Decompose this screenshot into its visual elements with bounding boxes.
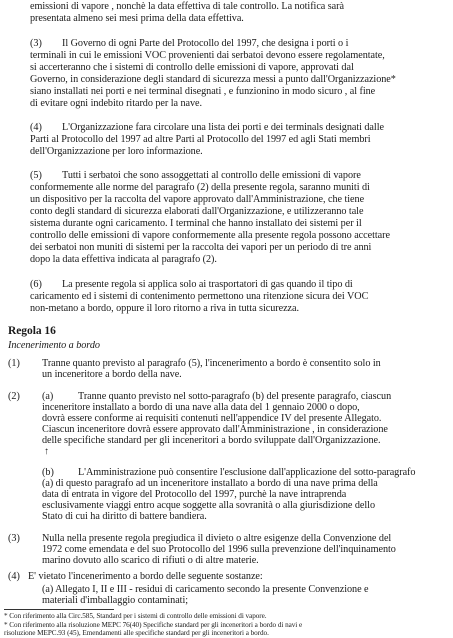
text-line: (a) Allegato I, II e III - residui di caricamento secondo la presente Convenzione e bbox=[42, 584, 369, 596]
footnote: * Con riferimento alla Circ.585, Standard per i sistemi di controllo delle emissioni di vapore. bbox=[4, 612, 267, 620]
text-line: non-metano a bordo, oppure il loro ritorno a riva in tutta sicurezza. bbox=[30, 303, 299, 314]
paragraph-number: (1) bbox=[8, 357, 20, 369]
text-line: Il Governo di ogni Parte del Protocollo del 1997, che designa i porti o i bbox=[62, 38, 349, 49]
text-line: di evitare ogni indebito ritardo per la nave. bbox=[30, 98, 203, 109]
text-line: emissioni di vapore , nonchè la data effettiva di tale controllo. La notifica sarà bbox=[30, 1, 344, 12]
footnote: * Con riferimento alla risoluzione MEPC 76(40) Specifiche standard per gli inceneritori a bordo di navi e bbox=[4, 621, 303, 629]
footnote: risoluzione MEPC.93 (45), Emendamenti alle specifiche standard per gli inceneritori a bordo. bbox=[4, 629, 269, 637]
text-line: controllo delle emissioni di vapore conformemente alla presente regola possono accettare bbox=[30, 230, 390, 241]
text-line: Tranne quanto previsto al paragrafo (5), l'incenerimento a bordo è consentito solo in bbox=[42, 357, 381, 369]
footnote-divider bbox=[4, 609, 114, 610]
text-line: siano installati nei porti e nei terminal disegnati , e funzionino in modo sicuro , al fine bbox=[30, 86, 376, 97]
text-line: Tranne quanto previsto nel sotto-paragrafo (b) del presente paragrafo, ciascun bbox=[78, 390, 392, 402]
text-line: marino dovuto allo scarico di rifiuti o di altre materie. bbox=[42, 555, 259, 567]
text-line: Governo, in considerazione degli standard di sicurezza messi a punto dall'Organizzazione* bbox=[30, 74, 396, 85]
text-line: Tutti i serbatoi che sono assoggettati al controllo delle emissioni di vapore bbox=[62, 170, 361, 181]
text-line: conto degli standard di sicurezza elaborati dall'Organizzazione, e utilizzeranno tale bbox=[30, 206, 364, 217]
text-line: sistema durante ogni caricamento. I terminal che hanno installato dei sistemi per il bbox=[30, 218, 362, 229]
text-line: un dispositivo per la raccolta del vapore approvato dall'Amministrazione, che tiene bbox=[30, 194, 365, 205]
text-line: caricamento ed i sistemi di contenimento permettono una ritenzione sicura dei VOC bbox=[30, 291, 369, 302]
text-line: materiali d'imballaggio contaminati; bbox=[42, 595, 189, 607]
paragraph-number: (6) bbox=[30, 279, 42, 290]
text-line: (a) di questo paragrafo ad un inceneritore installato a bordo di una nave prima della bbox=[42, 478, 378, 490]
paragraph-number: (3) bbox=[8, 533, 20, 545]
paragraph-number: (2) bbox=[8, 390, 20, 402]
text-line: delle specifiche standard per gli inceneritori a bordo sviluppate dall'Organizzazione. bbox=[42, 434, 381, 446]
text-line: dell'Organizzazione per loro informazione. bbox=[30, 146, 203, 157]
text-line: data di entrata in vigore del Protocollo del 1997, purchè la nave intraprenda bbox=[42, 489, 347, 501]
text-line: conformemente alle norme del paragrafo (2) della presente regola, saranno muniti di bbox=[30, 182, 370, 193]
paragraph-number: (4) bbox=[8, 570, 20, 582]
text-line: Nulla nella presente regola pregiudica il divieto o altre esigenze della Convenzione del bbox=[42, 533, 392, 545]
section-heading: Regola 16 bbox=[8, 325, 56, 337]
text-line: terminali in cui le emissioni VOC provenienti dai serbatoi devono essere regolamentate, bbox=[30, 50, 385, 61]
text-line: L'Organizzazione fara circolare una lista dei porti e dei terminals designati dalle bbox=[62, 122, 384, 133]
text-line: Parti al Protocollo del 1997 ad altre Parti al Protocollo del 1997 ed agli Stati membri bbox=[30, 134, 371, 145]
text-line: Ciascun inceneritore dovrà essere approvato dall'Amministrazione , in considerazione bbox=[42, 423, 388, 435]
text-line: esclusivamente viaggi entro acque soggette alla sovranità o alla giurisdizione dello bbox=[42, 500, 376, 512]
subparagraph-number: (a) bbox=[42, 390, 54, 402]
text-line: L'Amministrazione può consentire l'esclusione dall'applicazione del sotto-paragrafo bbox=[78, 467, 416, 479]
paragraph-number: (3) bbox=[30, 38, 42, 49]
text-line: presentata almeno sei mesi prima della data effettiva. bbox=[30, 13, 244, 24]
text-line: inceneritore installato a bordo di una nave alla data del 1 gennaio 2000 o dopo, bbox=[42, 401, 360, 413]
paragraph-number: (5) bbox=[30, 170, 42, 181]
text-line: dovrà essere conforme ai requisiti contenuti nell'appendice IV del presente Allegato. bbox=[42, 412, 382, 424]
text-line: La presente regola si applica solo ai trasportatori di gas quando il tipo di bbox=[62, 279, 353, 290]
paragraph-number: (4) bbox=[30, 122, 42, 133]
text-line: E' vietato l'incenerimento a bordo delle seguente sostanze: bbox=[28, 570, 263, 582]
text-line: dopo la data effettiva indicata al paragrafo (2). bbox=[30, 254, 217, 265]
subparagraph-number: (b) bbox=[42, 467, 54, 479]
text-line: dei serbatoi non muniti di sistemi per la raccolta dei vapori per un periodo di tre anni bbox=[30, 242, 372, 253]
text-line: si accerteranno che i sistemi di controllo delle emissioni di vapore, approvati dal bbox=[30, 62, 354, 73]
section-subtitle: Incenerimento a bordo bbox=[8, 339, 100, 351]
text-line: 1972 come emendata e del suo Protocollo del 1996 sulla prevenzione dell'inquinamento bbox=[42, 544, 396, 556]
stray-mark: ↑ bbox=[44, 446, 49, 458]
text-line: Stato di cui ha diritto di battere bandiera. bbox=[42, 511, 207, 523]
text-line: un inceneritore a bordo della nave. bbox=[42, 368, 182, 380]
